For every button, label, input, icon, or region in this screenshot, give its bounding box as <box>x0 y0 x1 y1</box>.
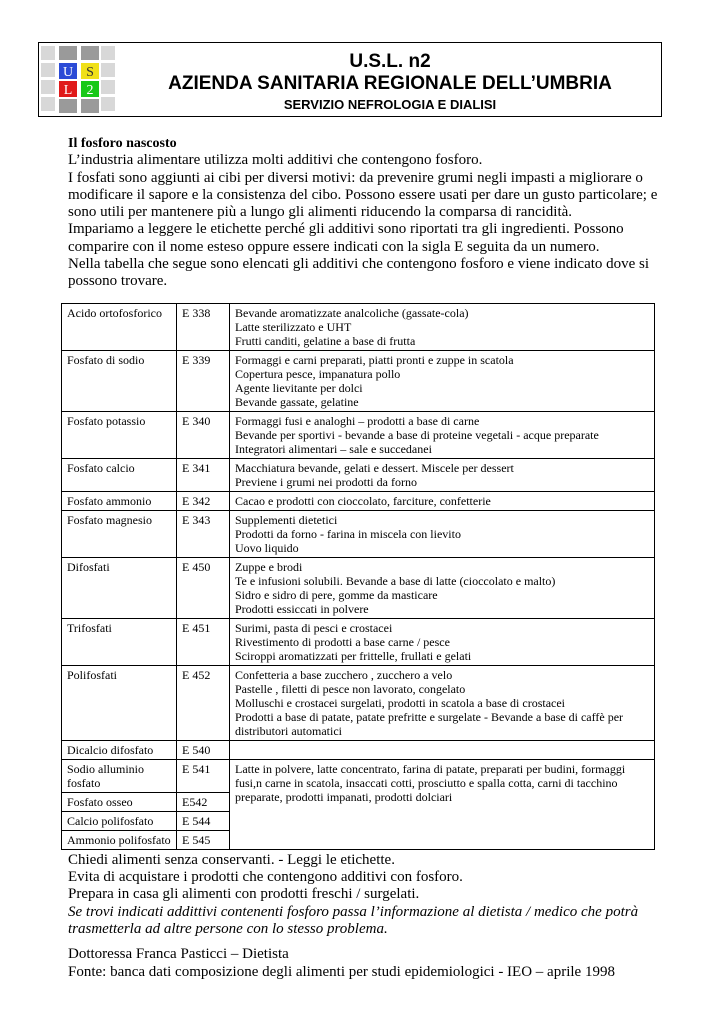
section-title: Il fosforo nascosto <box>68 136 177 151</box>
table-row <box>62 666 655 741</box>
additive-name: Calcio polifosfato <box>62 812 177 831</box>
use-line: Previene i grumi nei prodotti da forno <box>235 475 417 489</box>
intro-paragraph: I fosfati sono aggiunti ai cibi per diversi motivi: da prevenire grumi negli impasti a migliorare o modificare il sapore e la consistenza del cibo. Possono essere usati per dare un gusto particolare; e sono utili per mantenere più a lungo gli alimenti riducendo la comparsa di rancidità. <box>68 169 658 221</box>
advice-line: Chiedi alimenti senza conservanti. - Leggi le etichette. <box>68 852 395 868</box>
signature-section <box>68 946 668 981</box>
use-line: Bevande gassate, gelatine <box>235 395 359 409</box>
additive-uses <box>230 459 655 492</box>
use-line: Molluschi e crostacei surgelati, prodotti in scatola a base di crostacei <box>235 696 566 710</box>
additive-code: E 544 <box>177 812 230 831</box>
logo-letter-l: L <box>63 83 73 98</box>
usl-logo <box>39 43 119 116</box>
logo-letter-u: U <box>62 65 74 80</box>
additive-name: Trifosfati <box>62 619 177 666</box>
table-row <box>62 304 655 351</box>
additive-name: Fosfato calcio <box>62 459 177 492</box>
additive-name: Fosfato potassio <box>62 412 177 459</box>
header-text <box>119 43 661 114</box>
intro-paragraph: Impariamo a leggere le etichette perché gli additivi sono riportati tra gli ingredienti. Possono comparire con il nome esteso oppure essere indicati con la sigla E seguita da un numero. <box>68 221 624 255</box>
use-line: Confetteria a base zucchero , zucchero a velo <box>235 668 453 682</box>
additive-name: Acido ortofosforico <box>62 304 177 351</box>
additive-name: Fosfato di sodio <box>62 351 177 412</box>
additive-code: E 342 <box>177 492 230 511</box>
table-row <box>62 459 655 492</box>
logo-letter-s: S <box>86 65 94 80</box>
additive-code: E 451 <box>177 619 230 666</box>
additive-name: Ammonio polifosfato <box>62 831 177 850</box>
additive-code: E 450 <box>177 558 230 619</box>
additive-code: E542 <box>177 793 230 812</box>
use-line: Latte sterilizzato e UHT <box>235 320 352 334</box>
additive-code: E 339 <box>177 351 230 412</box>
additive-uses <box>230 492 655 511</box>
logo-letter-2: 2 <box>86 83 94 98</box>
additive-name: Fosfato ammonio <box>62 492 177 511</box>
intro-section <box>68 135 658 291</box>
source: Fonte: banca dati composizione degli alimenti per studi epidemiologici - IEO – aprile 1998 <box>68 963 615 980</box>
additive-code: E 343 <box>177 511 230 558</box>
intro-paragraph: Nella tabella che segue sono elencati gli additivi che contengono fosforo e viene indicato dove si possono trovare. <box>68 256 650 290</box>
advice-line: Prepara in casa gli alimenti con prodotti freschi / surgelati. <box>68 886 420 903</box>
additive-uses <box>230 666 655 741</box>
additive-code: E 340 <box>177 412 230 459</box>
use-line: Formaggi fusi e analoghi – prodotti a base di carne <box>235 414 480 428</box>
advice-line: Evita di acquistare i prodotti che contengono additivi con fosforo. <box>68 869 463 886</box>
table-row <box>62 741 655 760</box>
table-row <box>62 511 655 558</box>
use-line: Macchiatura bevande, gelati e dessert. Miscele per dessert <box>235 461 514 475</box>
additive-name: Polifosfati <box>62 666 177 741</box>
additive-name: Fosfato magnesio <box>62 511 177 558</box>
additive-uses <box>230 304 655 351</box>
use-line: Integratori alimentari – sale e succedanei <box>235 442 432 456</box>
use-line: Bevande aromatizzate analcoliche (gassate-cola) <box>235 306 469 320</box>
table-row <box>62 412 655 459</box>
additive-name: Sodio alluminio fosfato <box>62 760 177 793</box>
table-row <box>62 619 655 666</box>
additive-code: E 541 <box>177 760 230 793</box>
additive-uses <box>230 558 655 619</box>
use-line: Prodotti essiccati in polvere <box>235 602 369 616</box>
header-organization: AZIENDA SANITARIA REGIONALE DELL’UMBRIA <box>168 73 612 94</box>
advice-note: Se trovi indicati addittivi contenenti fosforo passa l’informazione al dietista / medico che potrà trasmetterla ad altre persone con lo stesso problema. <box>68 903 639 937</box>
additive-uses-group: Latte in polvere, latte concentrato, farina di patate, preparati per budini, formaggi fusi,n carne in scatola, insaccati cotti, prosciutto e spalla cotta, carni di tacchino preparate, prodotti impanati, prodotti dolciari <box>230 760 655 850</box>
additive-code: E 338 <box>177 304 230 351</box>
additive-uses <box>230 619 655 666</box>
header-department: SERVIZIO NEFROLOGIA E DIALISI <box>283 97 497 112</box>
use-line: Prodotti a base di patate, patate prefritte e surgelate - Bevande a base di caffè per distributori automatici <box>235 710 624 738</box>
use-line: Sciroppi aromatizzati per frittelle, frullati e gelati <box>235 649 472 663</box>
advice-section <box>68 852 668 938</box>
use-line: Surimi, pasta di pesci e crostacei <box>235 621 393 635</box>
table-row <box>62 760 655 793</box>
use-line: Pastelle , filetti di pesce non lavorato, congelato <box>235 682 466 696</box>
header-title: U.S.L. n2 <box>349 51 431 72</box>
additive-uses-empty <box>230 741 655 760</box>
use-line: Formaggi e carni preparati, piatti pronti e zuppe in scatola <box>235 353 514 367</box>
use-line: Sidro e sidro di pere, gomme da masticare <box>235 588 438 602</box>
use-line: Uovo liquido <box>235 541 299 555</box>
use-line: Bevande per sportivi - bevande a base di proteine vegetali - acque preparate <box>235 428 599 442</box>
table-row <box>62 558 655 619</box>
additive-code: E 545 <box>177 831 230 850</box>
additive-uses <box>230 511 655 558</box>
use-line: Zuppe e brodi <box>235 560 303 574</box>
additives-table <box>61 303 655 850</box>
additive-code: E 540 <box>177 741 230 760</box>
use-line: Cacao e prodotti con cioccolato, farciture, confetterie <box>235 494 491 508</box>
additive-name: Fosfato osseo <box>62 793 177 812</box>
additive-name: Difosfati <box>62 558 177 619</box>
additive-code: E 341 <box>177 459 230 492</box>
additive-uses <box>230 351 655 412</box>
use-line: Te e infusioni solubili. Bevande a base di latte (cioccolato e malto) <box>235 574 556 588</box>
table-row <box>62 351 655 412</box>
use-line: Rivestimento di prodotti a base carne / pesce <box>235 635 450 649</box>
table-row <box>62 492 655 511</box>
use-line: Supplementi dietetici <box>235 513 338 527</box>
use-line: Frutti canditi, gelatine a base di frutta <box>235 334 416 348</box>
document-header <box>38 42 662 117</box>
use-line: Prodotti da forno - farina in miscela con lievito <box>235 527 461 541</box>
additive-name: Dicalcio difosfato <box>62 741 177 760</box>
use-line: Copertura pesce, impanatura pollo <box>235 367 401 381</box>
additive-code: E 452 <box>177 666 230 741</box>
intro-paragraph: L’industria alimentare utilizza molti additivi che contengono fosforo. <box>68 152 483 169</box>
use-line: Agente lievitante per dolci <box>235 381 363 395</box>
additive-uses <box>230 412 655 459</box>
author: Dottoressa Franca Pasticci – Dietista <box>68 946 289 962</box>
